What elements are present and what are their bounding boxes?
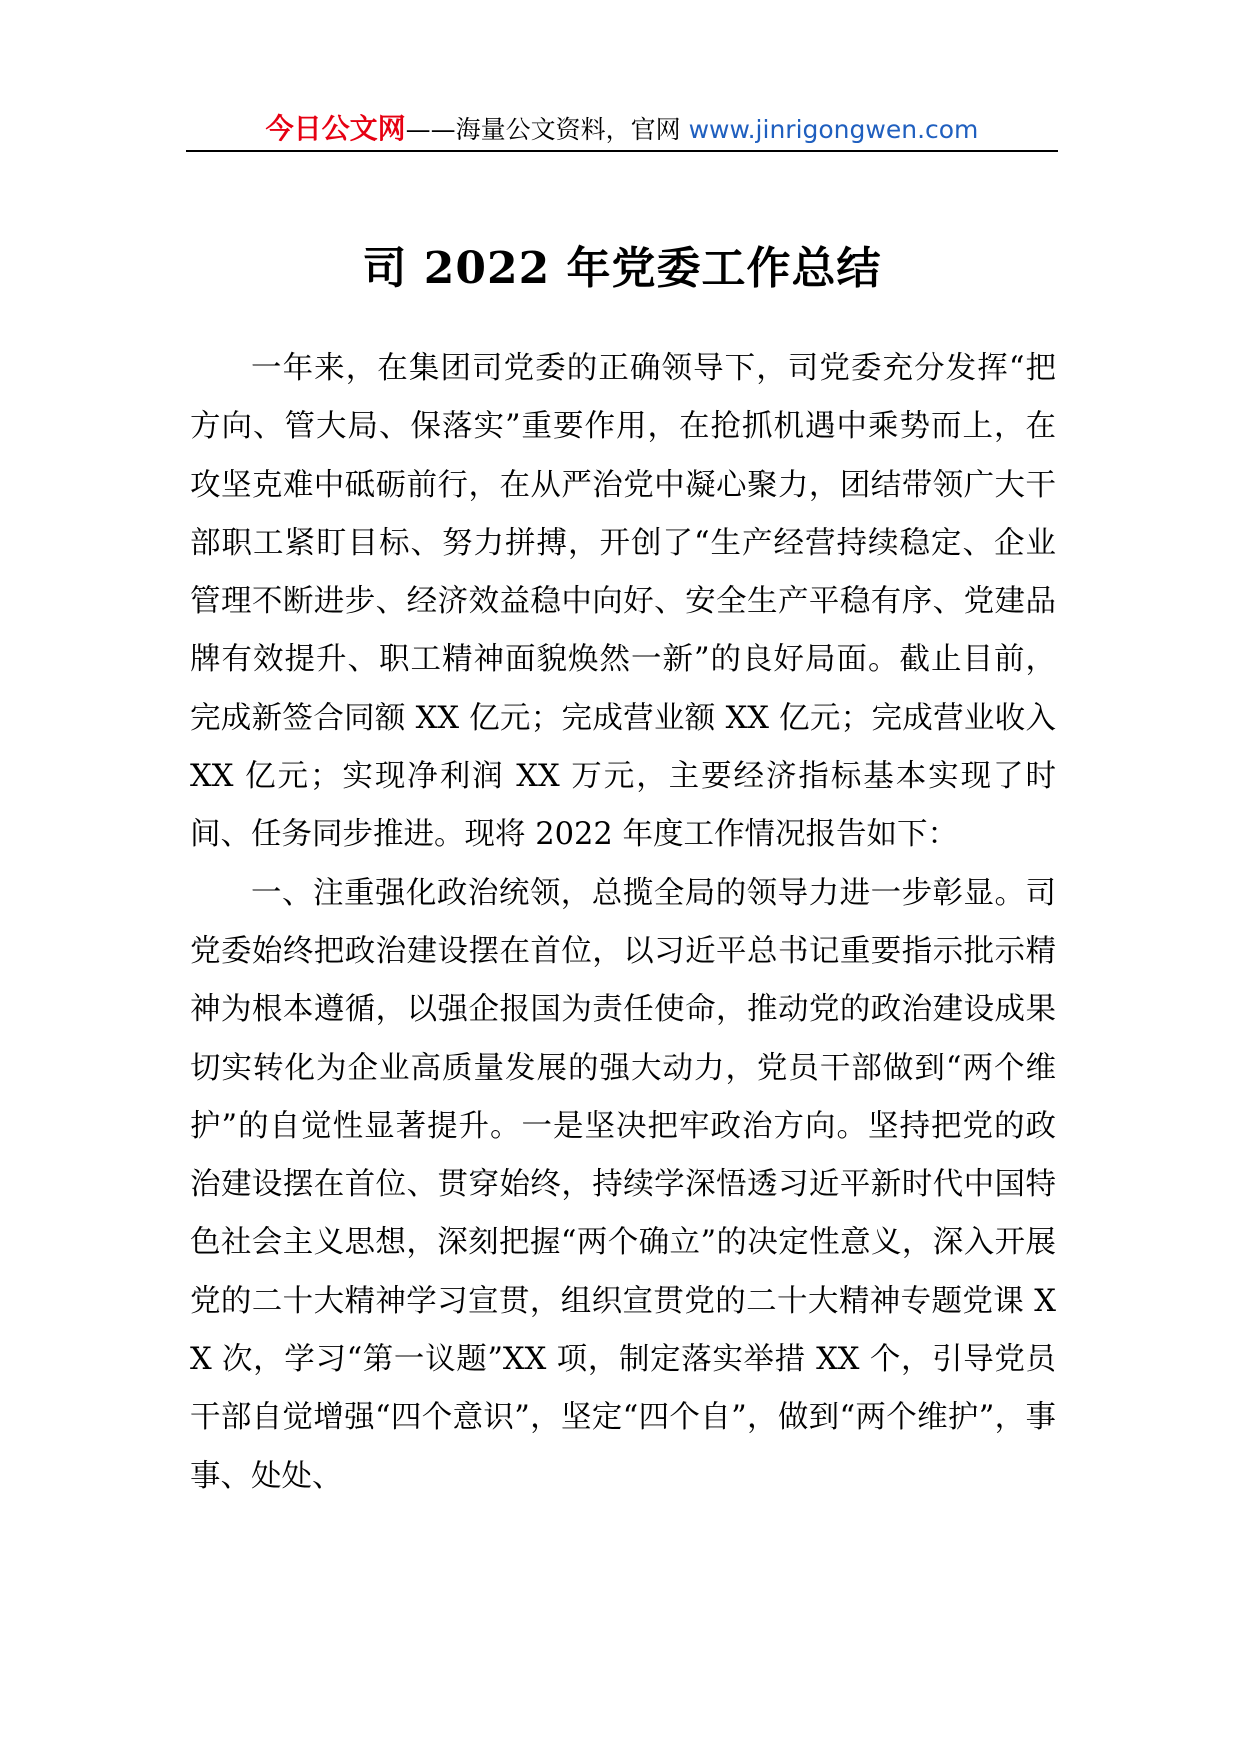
site-header — [188, 108, 1056, 150]
document-body — [190, 340, 1056, 1506]
document-title: 司 2022 年党委工作总结 — [362, 243, 882, 295]
paragraph-intro: 一年来，在集团司党委的正确领导下，司党委充分发挥“把方向、管大局、保落实”重要作用，在抢抓机遇中乘势而上，在攻坚克难中砥砺前行，在从严治党中凝心聚力，团结带领广大干部职工紧盯目标、努力拼搏，开创了“生产经营持续稳定、企业管理不断进步、经济效益稳中向好、安全生产平稳有序、党建品牌有效提升、职工精神面貌焕然一新”的良好局面。截止目前，完成新签合同额 XX 亿元；完成营业额 XX 亿元；完成营业收入 XX 亿元；实现净利润 XX 万元，主要经济指标基本实现了时间、任务同步推进。现将 2022 年度工作情况报告如下： — [190, 351, 1056, 853]
site-url-link[interactable]: www.jinrigongwen.com — [688, 115, 979, 144]
site-brand-logo: 今日公文网 — [265, 112, 406, 145]
paragraph-section-one: 一、注重强化政治统领，总揽全局的领导力进一步彰显。司党委始终把政治建设摆在首位，以习近平总书记重要指示批示精神为根本遵循，以强企报国为责任使命，推动党的政治建设成果切实转化为企业高质量发展的强大动力，党员干部做到“两个维护”的自觉性显著提升。一是坚决把牢政治方向。坚持把党的政治建设摆在首位、贯穿始终，持续学深悟透习近平新时代中国特色社会主义思想，深刻把握“两个确立”的决定性意义，深入开展党的二十大精神学习宣贯，组织宣贯党的二十大精神专题党课 XX 次，学习“第一议题”XX 项，制定落实举措 XX 个，引导党员干部自觉增强“四个意识”，坚定“四个自”，做到“两个维护”，事事、处处、 — [190, 875, 1056, 1494]
site-tagline: ——海量公文资料，官网 — [405, 115, 689, 144]
header-divider — [186, 150, 1058, 152]
